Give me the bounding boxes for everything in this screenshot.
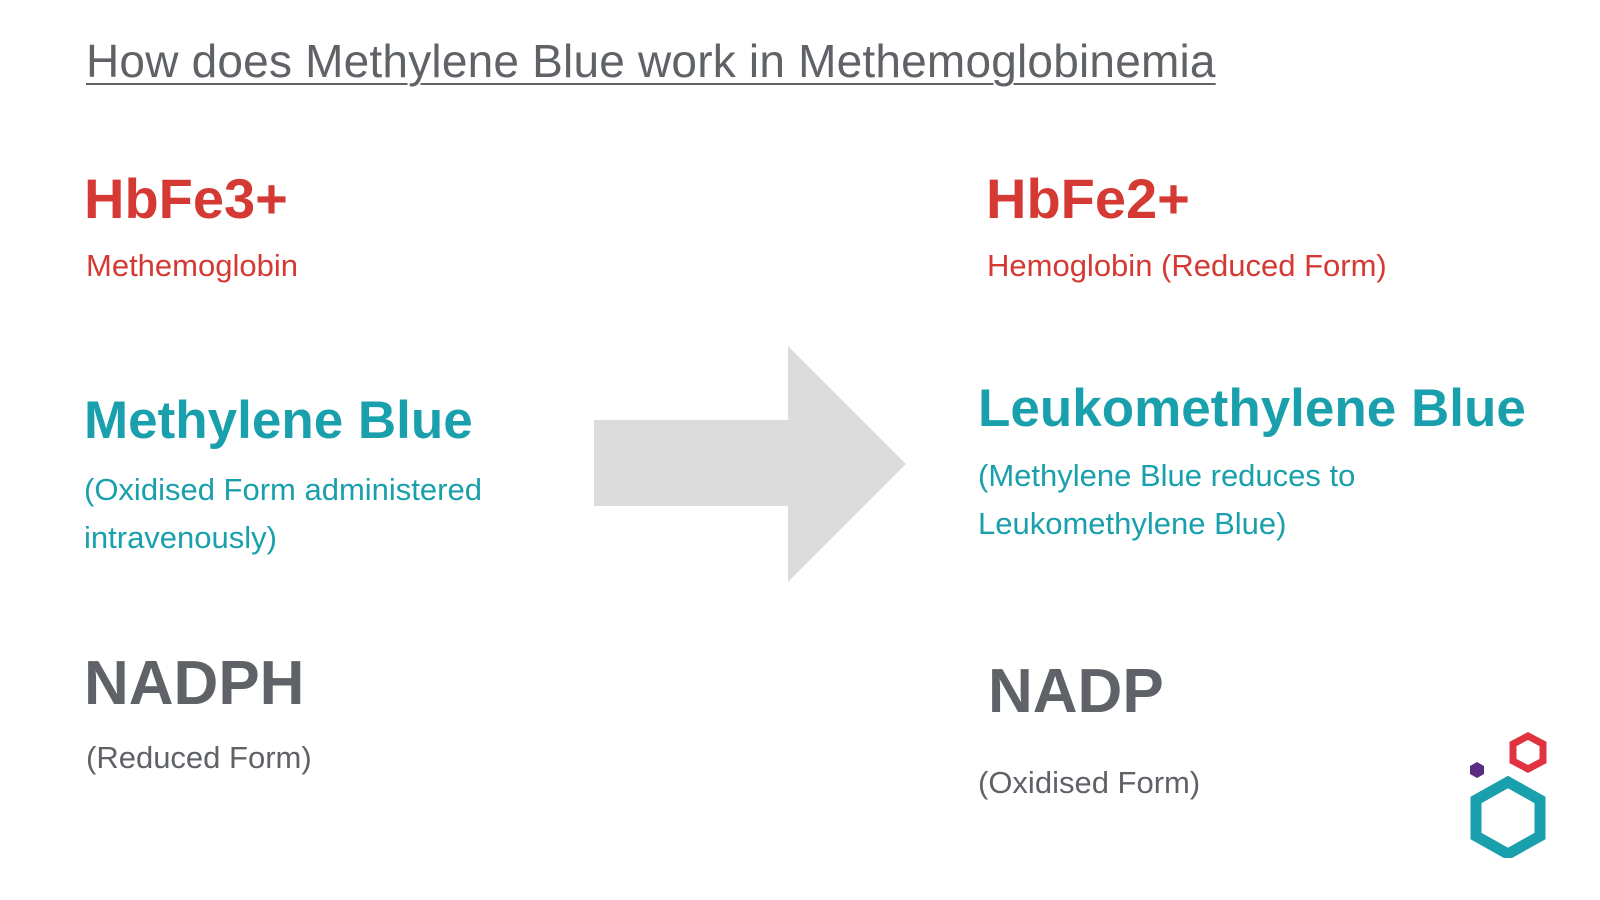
right-hb-name: Hemoglobin (Reduced Form) [987, 248, 1387, 283]
right-mb-name: Leukomethylene Blue [978, 379, 1526, 438]
right-arrow-icon [594, 346, 906, 582]
hexagon-logo-icon [1466, 728, 1556, 858]
logo-red-hexagon [1513, 736, 1543, 769]
right-mb-desc: (Methylene Blue reduces to Leukomethylene Blue) [978, 458, 1356, 541]
page-title: How does Methylene Blue work in Methemoglobinemia [86, 35, 1216, 87]
right-nad-name: NADP [988, 657, 1164, 726]
left-nad-name: NADPH [84, 649, 305, 718]
logo-teal-hexagon [1476, 782, 1540, 854]
arrow-shape [594, 346, 906, 582]
right-nad-desc: (Oxidised Form) [978, 765, 1201, 800]
right-hb-formula: HbFe2+ [986, 167, 1190, 230]
left-mb-desc: (Oxidised Form administered intravenously) [84, 472, 482, 555]
left-hb-formula: HbFe3+ [84, 167, 288, 230]
left-nad-desc: (Reduced Form) [86, 740, 312, 775]
left-mb-name: Methylene Blue [84, 391, 473, 450]
left-hb-name: Methemoglobin [86, 248, 298, 283]
logo-purple-hexagon [1470, 762, 1484, 778]
